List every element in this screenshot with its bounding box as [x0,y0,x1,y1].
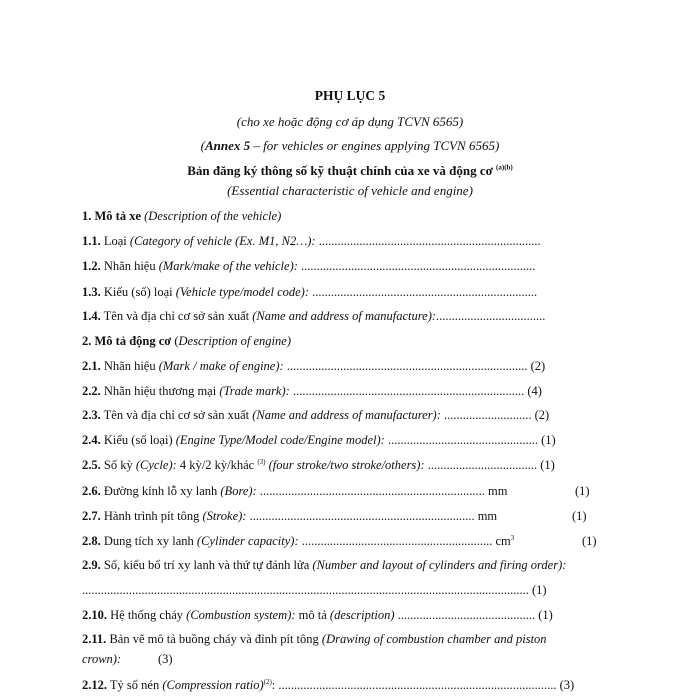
unit-superscript: 3 [510,533,515,542]
footnote-sup: (2) [263,677,272,686]
form-title-footnote: (a)(b) [496,163,513,172]
footnote-ref: (3) [158,652,173,666]
section-2-heading: 2. Mô tả động cơ (Description of engine) [82,334,291,348]
field-2-11: 2.11. Bản vẽ mô tả buồng cháy và đỉnh pít tông (Drawing of combustion chamber and piston [82,632,547,646]
fill-in-dots: ......................................................................................... [275,678,557,692]
fill-in-dots: ............................ [440,408,532,422]
footnote-ref: (1) [572,509,587,523]
field-2-3: 2.3. Tên và địa chỉ cơ sở sản xuất (Name and address of manufacturer): ............................ (2) [82,408,550,422]
field-2-6: 2.6. Đường kính lỗ xy lanh (Bore): ........................................................................ mm [82,484,508,498]
field-2-4: 2.4. Kiểu (số loại) (Engine Type/Model code/Engine model): ................................................ (1) [82,433,556,447]
footnote-ref: (1) [537,458,555,472]
field-2-1: 2.1. Nhãn hiệu (Mark / make of engine): ............................................................................. (2) [82,359,546,373]
fill-in-dots: ....................................................................... [315,234,541,248]
form-title: Bản đăng ký thông số kỹ thuật chính của xe và động cơ $^{(a)(b)}$ [187,163,513,178]
fill-in-dots: ................................... [424,458,538,472]
fill-in-dots: ................................... [436,309,546,323]
annex-subtitle-en-bold: Annex 5 [205,138,251,153]
footnote-ref: (1) [528,583,547,597]
field-2-5: 2.5. Số kỳ (Cycle): 4 kỳ/2 kỳ/khác $^{(3)}$ (four stroke/two stroke/others): ................................... (1) [82,457,555,472]
fill-in-dots: .......................................................................... [289,384,525,398]
field-1-4: 1.4. Tên và địa chỉ cơ sở sản xuất (Name and address of manufacture):................................... [82,309,546,323]
field-2-8: 2.8. Dung tích xy lanh (Cylinder capacity): ............................................................. $cm^3$ [82,533,515,548]
unit-label: cm [492,534,511,548]
field-1-2: 1.2. Nhãn hiệu (Mark/make of the vehicle): ........................................................................... [82,259,536,273]
fill-in-dots: ............................................ [394,608,536,622]
fill-in-dots: ........................................................................ [246,509,475,523]
field-2-12: 2.12. Tỷ số nén (Compression ratio)$^{(2)}$: ......................................................................................... (3) [82,677,575,692]
field-2-9: 2.9. Số, kiểu bố trí xy lanh và thứ tự đánh lửa (Number and layout of cylinders and firing order): [82,558,567,572]
annex-subtitle-en: (Annex 5 – for vehicles or engines applying TCVN 6565) [200,138,500,153]
annex-title: PHỤ LỤC 5 [314,88,386,103]
fill-in-dots: ................................................ [384,433,538,447]
footnote-ref: (4) [524,384,542,398]
fill-in-dots: ............................................................. [298,534,493,548]
footnote-ref: (2) [531,408,550,422]
section-1-heading: 1. Mô tả xe (Description of the vehicle) [82,209,282,223]
field-1-1: 1.1. Loại (Category of vehicle (Ex. M1, N2…): ....................................................................... [82,234,541,248]
unit-label: mm [484,484,508,498]
fill-in-dots: ........................................................................... [297,259,536,273]
form-title-en: (Essential characteristic of vehicle and engine) [227,183,473,198]
field-2-11-continuation: crown): [82,652,122,666]
footnote-ref: (1) [575,484,590,498]
footnote-ref: (1) [535,608,553,622]
field-2-10: 2.10. Hệ thống cháy (Combustion system): mô tả (description) ............................................ (1) [82,608,553,622]
field-2-2: 2.2. Nhãn hiệu thương mại (Trade mark): .......................................................................... (4) [82,384,542,398]
field-1-3: 1.3. Kiểu (số) loại (Vehicle type/model code): ........................................................................ [82,285,538,299]
field-2-7: 2.7. Hành trình pít tông (Stroke): ........................................................................ mm [82,509,498,523]
fill-in-dots: ............................................................................. [283,359,528,373]
footnote-ref: (2) [527,359,546,373]
fill-in-dots: ............................................................................................................................................... [82,583,529,597]
footnote-ref: (1) [582,534,597,548]
footnote-ref: (1) [537,433,556,447]
footnote-ref: (3) [556,678,575,692]
annex-subtitle-vi: (cho xe hoặc động cơ áp dụng TCVN 6565) [236,114,464,129]
unit-label: mm [474,509,498,523]
field-2-9-continuation [82,583,547,598]
footnote-sup: (3) [257,457,266,466]
fill-in-dots: ........................................................................ [256,484,485,498]
fill-in-dots: ........................................................................ [309,285,538,299]
